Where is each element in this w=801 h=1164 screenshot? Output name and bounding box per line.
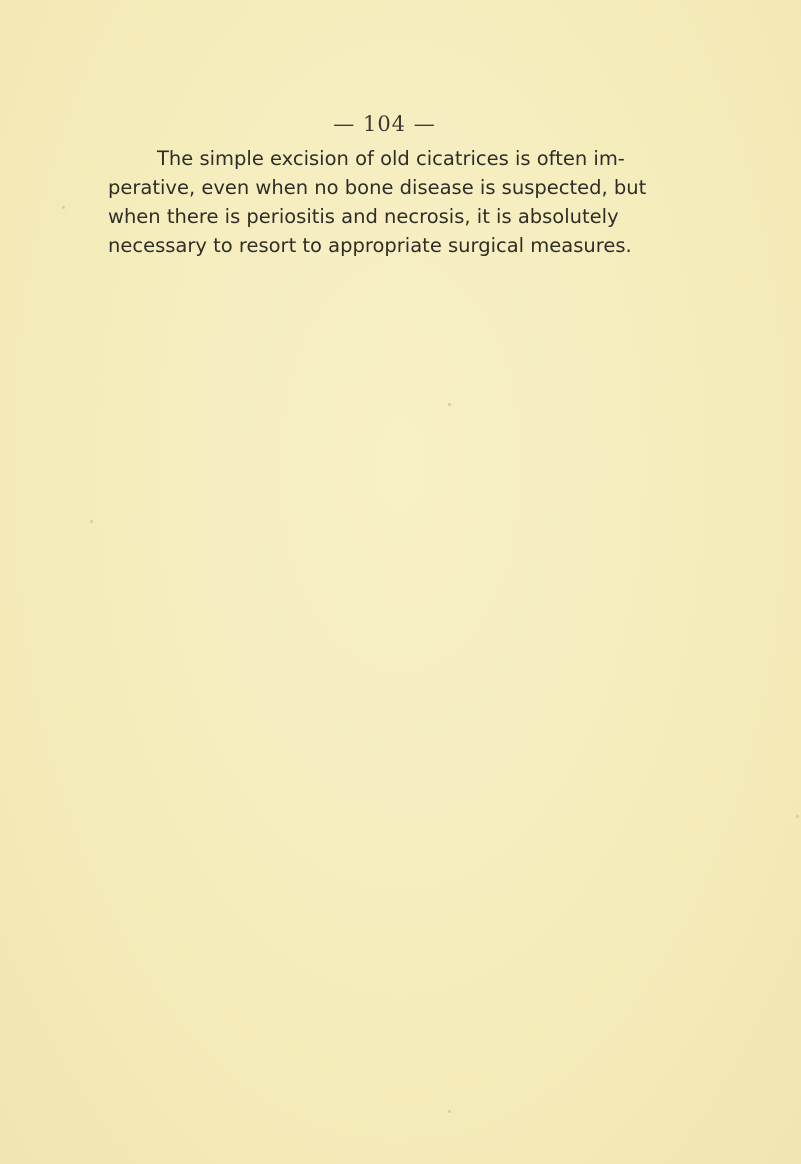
page-number: — 104 — xyxy=(333,112,436,136)
paper-speck xyxy=(90,520,93,523)
text-line: necessary to resort to appropriate surgical measures. xyxy=(108,234,632,257)
paper-speck xyxy=(448,1110,451,1113)
text-line: when there is periositis and necrosis, it is absolutely xyxy=(108,205,619,228)
paper-speck xyxy=(448,403,451,406)
paper-speck xyxy=(796,815,799,818)
text-line: The simple excision of old cicatrices is often im- xyxy=(157,147,625,170)
paragraph xyxy=(108,144,688,260)
paper-speck xyxy=(62,206,65,209)
text-line: perative, even when no bone disease is suspected, but xyxy=(108,176,647,199)
